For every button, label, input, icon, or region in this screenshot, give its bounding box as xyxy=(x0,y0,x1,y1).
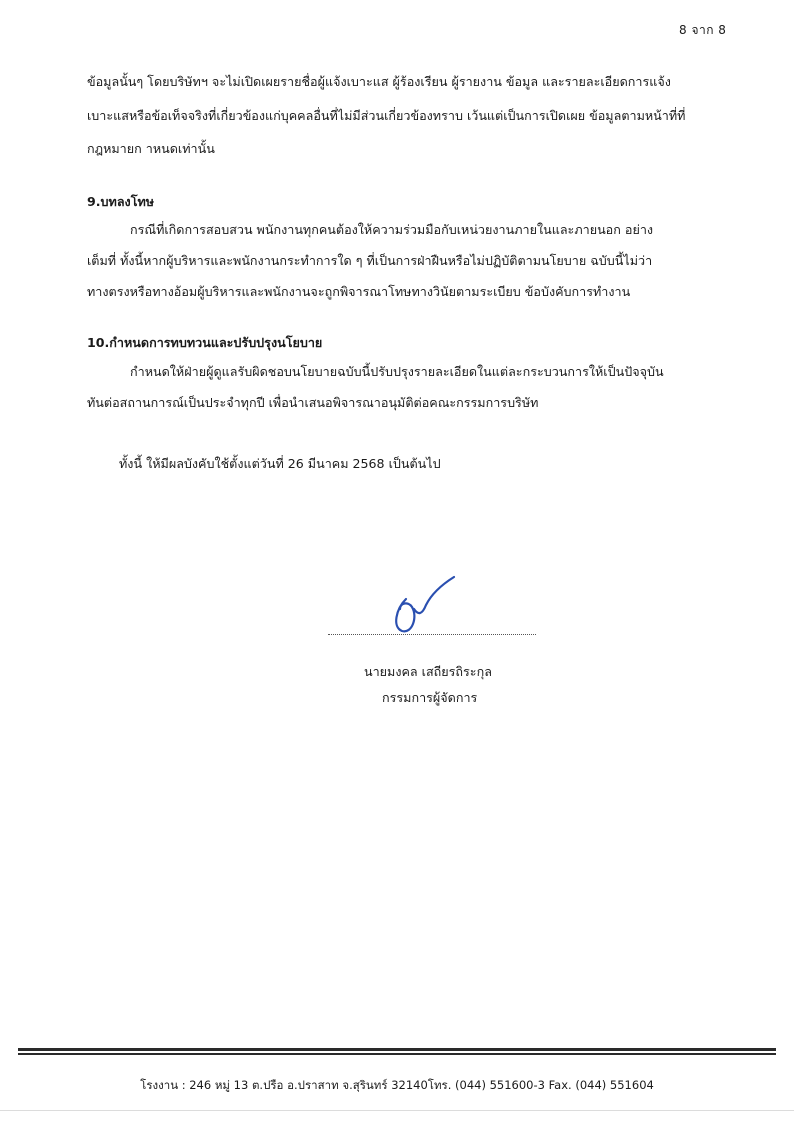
text-line: เบาะแสหรือข้อเท็จจริงที่เกี่ยวข้องแก่บุคคลอื่นที่ไม่มีส่วนเกี่ยวข้องทราบ เว้นแต่เป็นการเปิดเผย ข้อมูลตามหน้าที่ที่ xyxy=(87,108,686,123)
text-line: กำหนดให้ฝ่ายผู้ดูแลรับผิดชอบนโยบายฉบับนี้ปรับปรุงรายละเอียดในแต่ละกระบวนการให้เป็นปัจจุบัน xyxy=(130,364,664,379)
text-line: เต็มที่ ทั้งนี้หากผู้บริหารและพนักงานกระทำการใด ๆ ที่เป็นการฝ่าฝืนหรือไม่ปฏิบัติตามนโยบาย ฉบับนี้ไม่ว่า xyxy=(87,253,653,268)
footer-divider xyxy=(18,1048,776,1051)
text-line: กรณีที่เกิดการสอบสวน พนักงานทุกคนต้องให้ความร่วมมือกับเหน่วยงานภายในและภายนอก อย่าง xyxy=(130,222,654,237)
text-line: ทางตรงหรือทางอ้อมผู้บริหารและพนักงานจะถูกพิจารณาโทษทางวินัยตามระเบียบ ข้อบังคับการทำงาน xyxy=(87,284,631,299)
signer-position: กรรมการผู้จัดการ xyxy=(382,690,478,705)
footer-divider xyxy=(18,1053,776,1055)
footer-address: โรงงาน : 246 หมู่ 13 ต.ปรือ อ.ปราสาท จ.สุรินทร์ 32140โทร. (044) 551600-3 Fax. (044) 551604 xyxy=(140,1078,654,1092)
text-line: กฎหมายก าหนดเท่านั้น xyxy=(87,141,215,156)
effective-date-statement: ทั้งนี้ ให้มีผลบังคับใช้ตั้งแต่วันที่ 26 มีนาคม 2568 เป็นต้นไป xyxy=(119,456,441,471)
text-line: ข้อมูลนั้นๆ โดยบริษัทฯ จะไม่เปิดเผยรายชื่อผู้แจ้งเบาะแส ผู้ร้องเรียน ผู้รายงาน ข้อมูล และรายละเอียดการแจ้ง xyxy=(87,74,671,89)
section-heading: 9.บทลงโทษ xyxy=(87,194,155,209)
handwritten-signature xyxy=(388,575,458,637)
signer-name: นายมงคล เสถียรถิระกุล xyxy=(364,664,492,679)
section-heading: 10.กำหนดการทบทวนและปรับปรุงนโยบาย xyxy=(87,335,323,350)
text-line: ทันต่อสถานการณ์เป็นประจำทุกปี เพื่อนำเสนอพิจารณาอนุมัติต่อคณะกรรมการบริษัท xyxy=(87,395,539,410)
scan-edge xyxy=(0,1110,794,1111)
page-number: 8 จาก 8 xyxy=(679,23,727,37)
signature-line xyxy=(328,633,536,635)
